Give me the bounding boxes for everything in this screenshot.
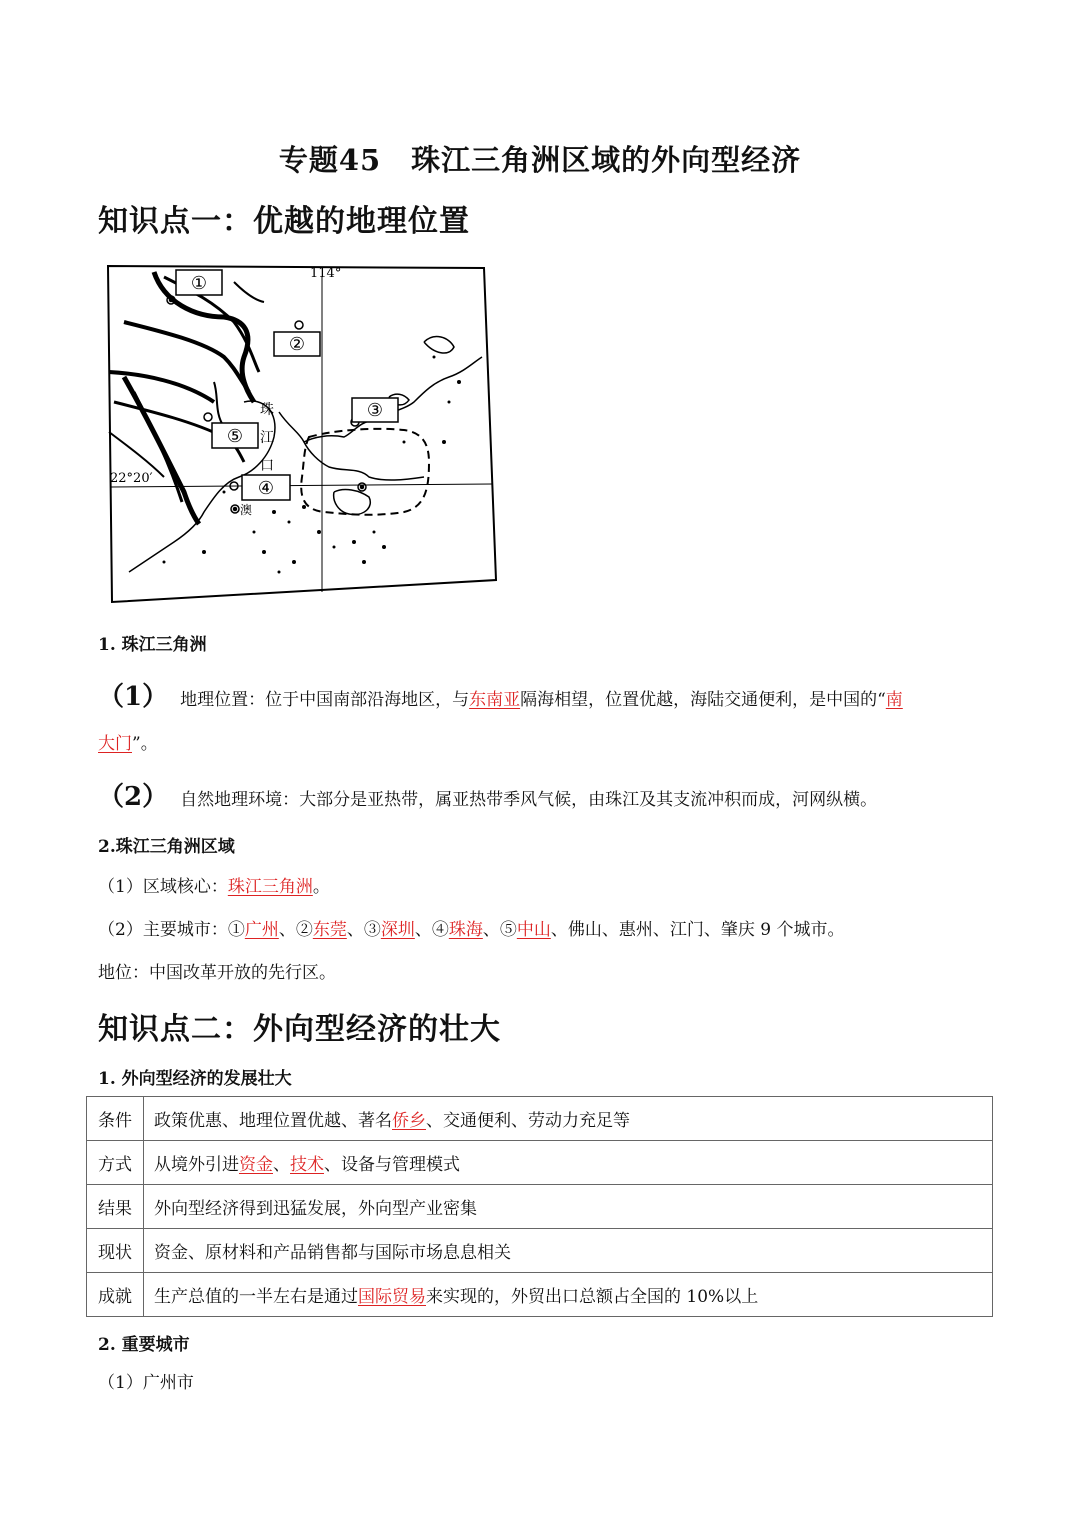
answer-technology: 技术 — [290, 1155, 324, 1175]
map-label-5: ⑤ — [226, 426, 244, 447]
hk-boundary — [301, 429, 429, 515]
paragraph-location: （1） 地理位置：位于中国南部沿海地区，与东南亚隔海相望，位置优越，海陆交通便利，是中国的“南 大门”。 — [98, 682, 903, 754]
answer-core: 珠江三角洲 — [227, 877, 313, 897]
line-status: 地位：中国改革开放的先行区。 — [98, 963, 336, 983]
table-row — [87, 1273, 993, 1317]
row-key: 现状 — [87, 1229, 144, 1273]
answer-south-gate-2: 大门 — [98, 734, 132, 754]
answer-south-gate-1: 南 — [885, 690, 903, 710]
table-row — [87, 1141, 993, 1185]
answer-southeast-asia: 东南亚 — [469, 690, 521, 710]
map-label-1: ① — [190, 273, 208, 294]
page-title: 专题45 珠江三角洲区域的外向型经济 — [278, 143, 802, 177]
table-row — [87, 1097, 993, 1141]
section1-heading: 知识点一：优越的地理位置 — [98, 204, 470, 239]
subheading-prd: 1. 珠江三角洲 — [98, 635, 207, 655]
line-cities: （2）主要城市：①广州、②东莞、③深圳、④珠海、⑤中山、佛山、惠州、江门、肇庆 9 个城市。 — [98, 920, 845, 940]
row-value: 外向型经济得到迅猛发展，外向型产业密集 — [144, 1185, 993, 1229]
macau-char: 澳 — [240, 503, 253, 517]
section2-heading: 知识点二：外向型经济的壮大 — [98, 1012, 501, 1047]
row-value: 从境外引进资金、技术、设备与管理模式 — [144, 1141, 993, 1185]
estuary-char-2: 江 — [260, 430, 274, 446]
longitude-label: 114° — [310, 266, 342, 281]
map-labels — [110, 266, 398, 517]
line-core: （1）区域核心：珠江三角洲。 — [98, 877, 330, 897]
map-label-2: ② — [288, 334, 306, 355]
answer-city-dongguan: 东莞 — [312, 920, 347, 940]
para-number: （2） — [98, 782, 169, 812]
answer-city-shenzhen: 深圳 — [380, 920, 415, 940]
paragraph-environment: （2） 自然地理环境：大部分是亚热带，属亚热带季风气候，由珠江及其支流冲积而成，河网纵横。 — [98, 782, 878, 812]
map-label-3: ③ — [366, 400, 384, 421]
row-value: 资金、原材料和产品销售都与国际市场息息相关 — [144, 1229, 993, 1273]
para-number: （1） — [98, 682, 169, 712]
pearl-river-delta-map — [104, 262, 499, 607]
row-key: 结果 — [87, 1185, 144, 1229]
subheading-cities: 2. 重要城市 — [98, 1335, 190, 1355]
islands — [163, 356, 462, 574]
row-key: 条件 — [87, 1097, 144, 1141]
map-frame — [108, 266, 496, 602]
row-key: 方式 — [87, 1141, 144, 1185]
estuary-char-3: 口 — [260, 458, 274, 474]
map-label-4: ④ — [257, 478, 275, 499]
estuary-char-1: 珠 — [260, 402, 274, 418]
answer-qiaoxiang: 侨乡 — [392, 1111, 426, 1131]
latitude-label: 22°20′ — [110, 471, 153, 486]
row-key: 成就 — [87, 1273, 144, 1317]
parallel-22-20 — [110, 484, 492, 487]
answer-international-trade: 国际贸易 — [358, 1287, 426, 1307]
table-row — [87, 1185, 993, 1229]
row-value: 生产总值的一半左右是通过国际贸易来实现的，外贸出口总额占全国的 10%以上 — [144, 1273, 993, 1317]
subheading-development: 1. 外向型经济的发展壮大 — [98, 1069, 292, 1089]
answer-city-zhuhai: 珠海 — [448, 920, 483, 940]
subheading-region: 2.珠江三角洲区域 — [98, 837, 235, 857]
development-table — [86, 1096, 993, 1317]
line-guangzhou: （1）广州市 — [98, 1373, 194, 1393]
table-row — [87, 1229, 993, 1273]
row-value: 政策优惠、地理位置优越、著名侨乡、交通便利、劳动力充足等 — [144, 1097, 993, 1141]
answer-city-guangzhou: 广州 — [244, 920, 279, 940]
answer-city-zhongshan: 中山 — [516, 920, 551, 940]
answer-capital: 资金 — [239, 1155, 273, 1175]
